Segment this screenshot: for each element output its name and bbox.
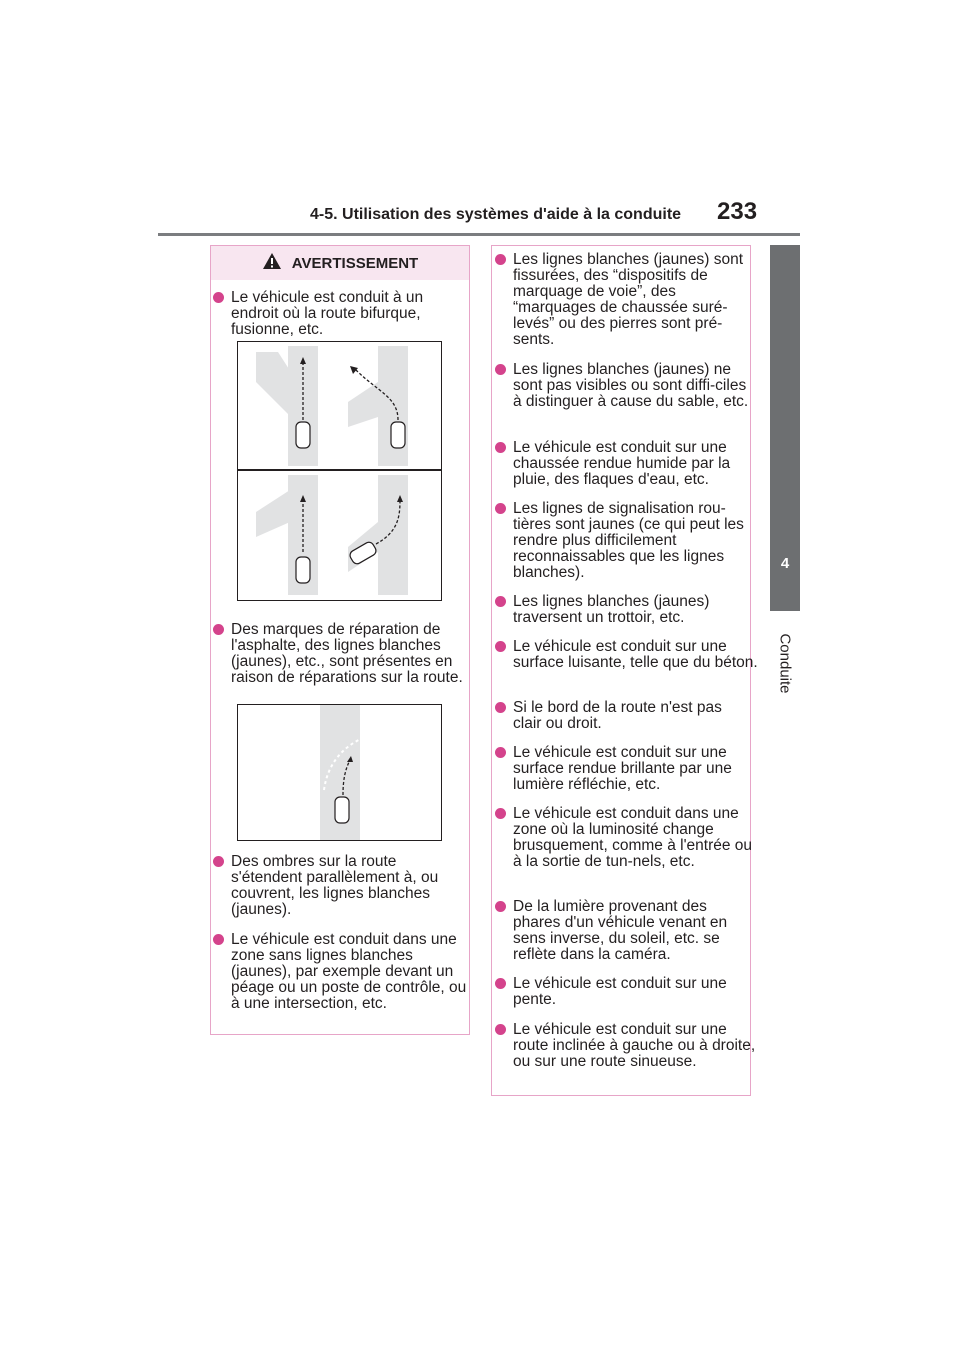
bullet-dot-icon xyxy=(495,901,506,912)
list-item: Si le bord de la route n'est pas clair ou droit. xyxy=(495,700,753,732)
road-repair-illustration xyxy=(238,705,441,840)
list-item: Des ombres sur la route s'étendent parallèlement à, ou couvrent, les lignes blanches (jaunes). xyxy=(213,854,466,918)
header-rule xyxy=(158,233,800,236)
warning-title: AVERTISSEMENT xyxy=(291,254,419,272)
list-item: Les lignes de signalisation rou-tières sont jaunes (ce qui peut les rendre plus difficilement reconnaissables que les lignes blanches). xyxy=(495,501,748,581)
list-item: Le véhicule est conduit dans une zone sans lignes blanches (jaunes), par exemple devant un péage ou un poste de contrôle, ou à une intersection, etc. xyxy=(213,932,471,1012)
list-item: Le véhicule est conduit sur une chaussée rendue humide par la pluie, des flaques d'eau, etc. xyxy=(495,440,758,488)
bullet-dot-icon xyxy=(495,503,506,514)
list-item: Le véhicule est conduit dans une zone où la luminosité change brusquement, comme à l'entrée ou à la sortie de tun-nels, etc. xyxy=(495,806,758,870)
bullet-dot-icon xyxy=(495,641,506,652)
road-fork-illustration xyxy=(238,342,441,600)
list-item: Des marques de réparation de l'asphalte, des lignes blanches (jaunes), etc., sont présentes en raison de réparations sur la route. xyxy=(213,622,476,686)
bullet-dot-icon xyxy=(213,292,224,303)
list-item: De la lumière provenant des phares d'un véhicule venant en sens inverse, du soleil, etc. se reflète dans la caméra. xyxy=(495,899,753,963)
bullet-dot-icon xyxy=(495,254,506,265)
warning-header xyxy=(211,246,469,280)
bullet-dot-icon xyxy=(495,442,506,453)
section-title: 4-5. Utilisation des systèmes d'aide à la conduite xyxy=(310,206,682,223)
bullet-dot-icon xyxy=(213,624,224,635)
list-item: Le véhicule est conduit sur une route inclinée à gauche ou à droite, ou sur une route sinueuse. xyxy=(495,1022,758,1070)
list-item: Les lignes blanches (jaunes) sont fissurées, des “dispositifs de marquage de voie”, des “marquages de chaussée suré-levés” ou des pierres sont pré-sents. xyxy=(495,252,753,348)
bullet-dot-icon xyxy=(495,702,506,713)
list-item: Les lignes blanches (jaunes) traversent un trottoir, etc. xyxy=(495,594,743,626)
bullet-dot-icon xyxy=(495,1024,506,1035)
bullet-dot-icon xyxy=(213,934,224,945)
bullet-dot-icon xyxy=(495,747,506,758)
figure-road-fork xyxy=(237,341,442,601)
list-item: Les lignes blanches (jaunes) ne sont pas visibles ou sont diffi-ciles à distinguer à cause du sable, etc. xyxy=(495,362,758,410)
warning-triangle-icon xyxy=(262,252,282,274)
bullet-dot-icon xyxy=(495,808,506,819)
list-item: Le véhicule est conduit sur une pente. xyxy=(495,976,758,1008)
figure-road-repair xyxy=(237,704,442,841)
list-item: Le véhicule est conduit sur une surface rendue brillante par une lumière réfléchie, etc. xyxy=(495,745,758,793)
list-item: Le véhicule est conduit sur une surface luisante, telle que du béton. xyxy=(495,639,758,671)
list-item: Le véhicule est conduit à un endroit où la route bifurque, fusionne, etc. xyxy=(213,290,466,338)
bullet-dot-icon xyxy=(213,856,224,867)
chapter-number: 4 xyxy=(780,555,790,572)
bullet-dot-icon xyxy=(495,978,506,989)
bullet-dot-icon xyxy=(495,364,506,375)
chapter-label: Conduite xyxy=(776,633,794,694)
bullet-dot-icon xyxy=(495,596,506,607)
page-number: 233 xyxy=(717,198,758,225)
